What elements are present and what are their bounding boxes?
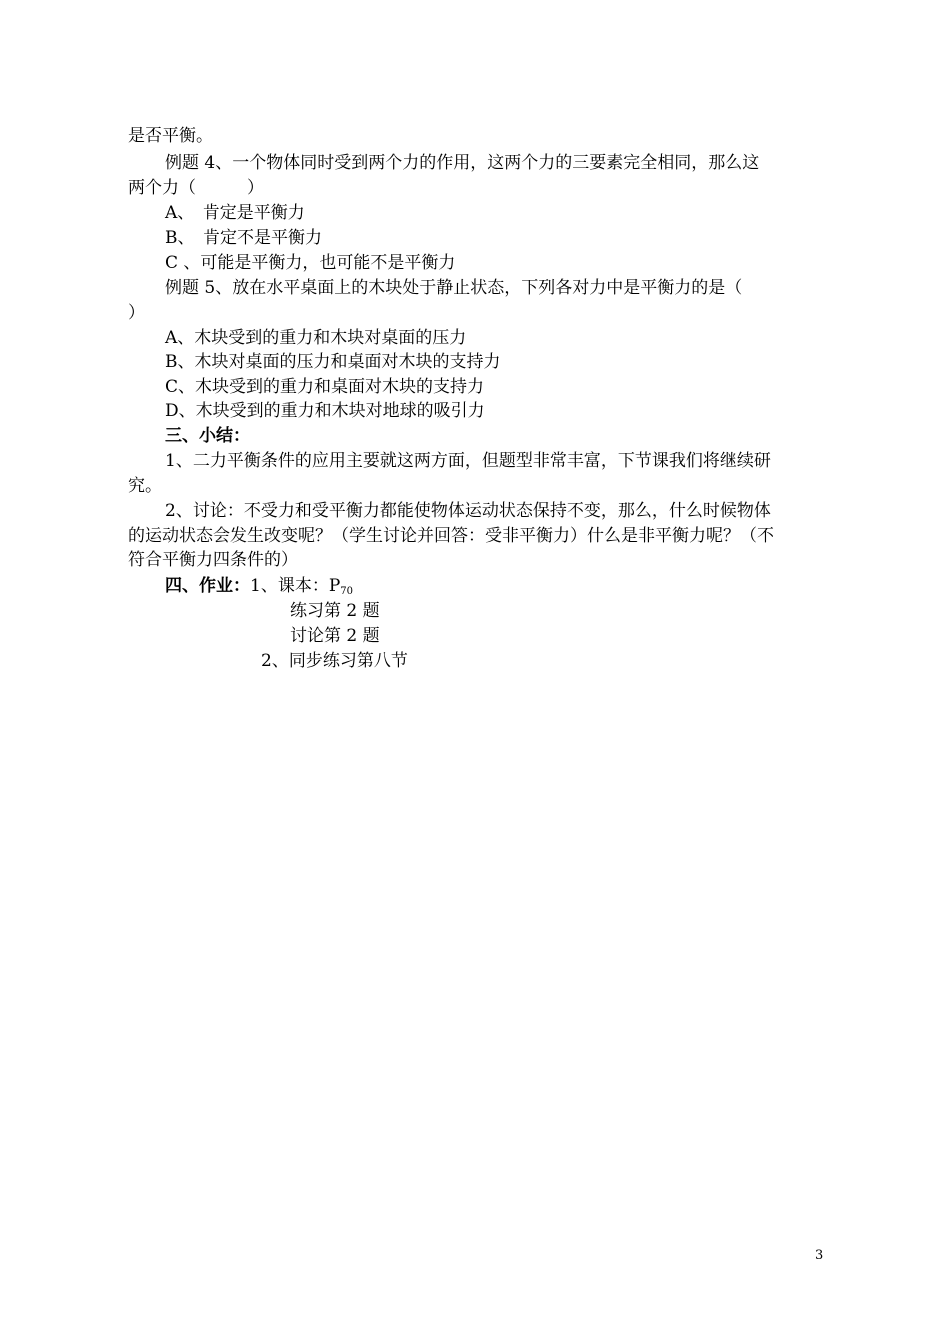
example-5-option-d: D、木块受到的重力和木块对地球的吸引力: [165, 401, 485, 421]
example-5-option-c: C、木块受到的重力和桌面对木块的支持力: [165, 377, 485, 397]
summary-point-1-cont: 究。: [128, 476, 162, 496]
example-5-question: 例题 5、放在水平桌面上的木块处于静止状态，下列各对力中是平衡力的是（: [165, 278, 743, 298]
example-4-option-b: B、 肯定不是平衡力: [165, 228, 322, 248]
section-heading-summary: 三、小结：: [165, 426, 250, 446]
homework-item-1: 1、课本：P: [250, 576, 341, 596]
summary-point-2-cont: 的运动状态会发生改变呢？（学生讨论并回答：受非平衡力）什么是非平衡力呢？（不: [128, 526, 774, 546]
example-4-question-cont: 两个力（ ）: [128, 178, 264, 198]
summary-point-1: 1、二力平衡条件的应用主要就这两方面，但题型非常丰富，下节课我们将继续研: [165, 451, 771, 471]
example-4-option-a: A、 肯定是平衡力: [165, 203, 305, 223]
page-ref-subscript: 70: [340, 586, 353, 597]
paragraph-line: 是否平衡。: [128, 126, 213, 146]
example-5-question-cont: ）: [128, 303, 145, 323]
section-heading-homework: 四、作业：: [165, 576, 250, 596]
homework-item-1a: 练习第 2 题: [290, 601, 380, 621]
example-5-option-a: A、木块受到的重力和木块对桌面的压力: [165, 328, 467, 348]
example-5-option-b: B、木块对桌面的压力和桌面对木块的支持力: [165, 352, 501, 372]
homework-item-2: 2、同步练习第八节: [261, 651, 408, 671]
page-number: 3: [815, 1248, 824, 1263]
example-4-option-c: C 、可能是平衡力，也可能不是平衡力: [165, 253, 456, 273]
summary-point-2: 2、讨论：不受力和受平衡力都能使物体运动状态保持不变，那么，什么时候物体: [165, 501, 771, 521]
summary-point-2-cont2: 符合平衡力四条件的）: [128, 550, 298, 570]
homework-item-1b: 讨论第 2 题: [290, 626, 380, 646]
example-4-question: 例题 4、一个物体同时受到两个力的作用，这两个力的三要素完全相同，那么这: [165, 153, 760, 173]
